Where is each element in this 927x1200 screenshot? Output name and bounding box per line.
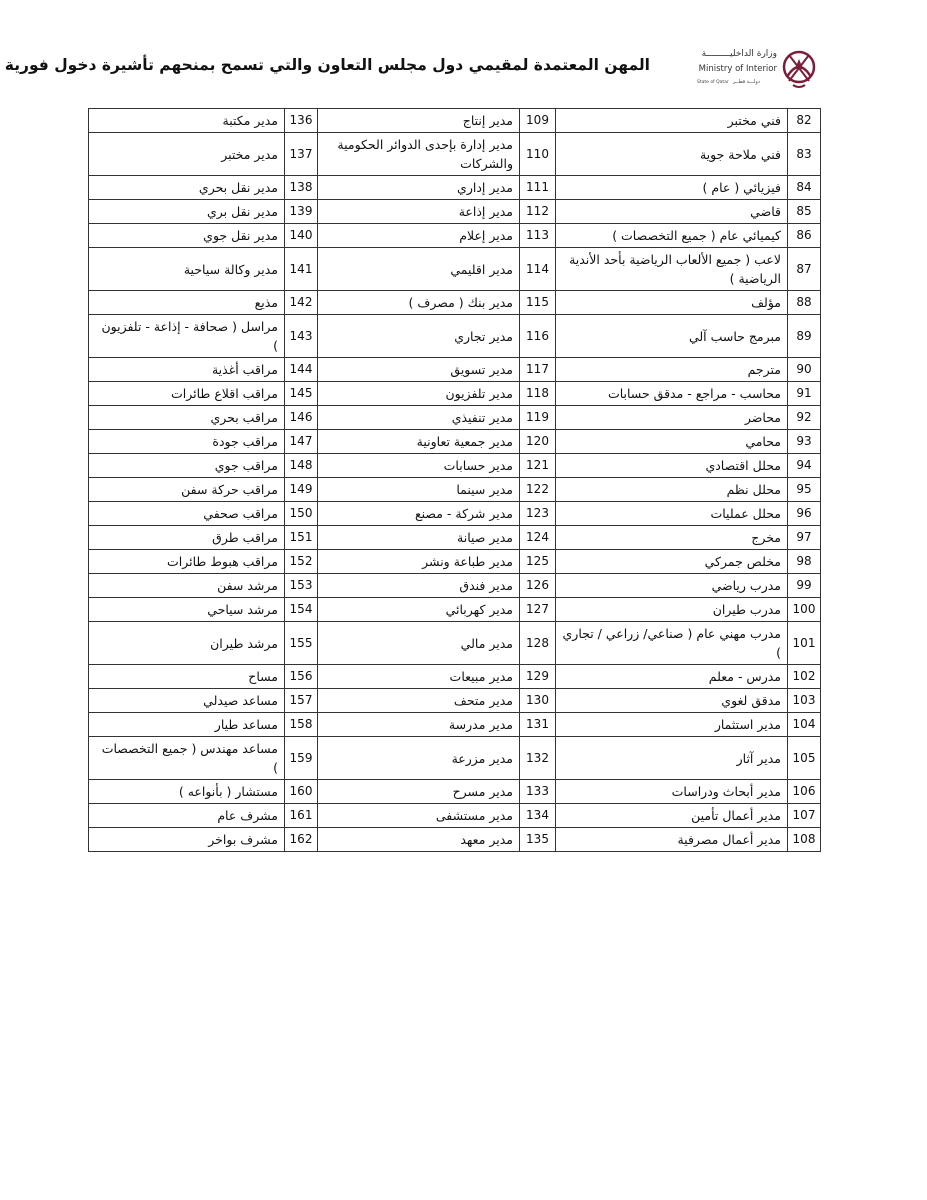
profession-number: 132 [520,737,556,780]
profession-title: مدير نقل بحري [89,176,285,200]
profession-title: مدير إنتاج [318,109,520,133]
profession-number: 150 [285,502,318,526]
profession-number: 90 [788,358,821,382]
profession-number: 137 [285,133,318,176]
profession-title: مدير معهد [318,828,520,852]
table-row [89,315,821,358]
profession-number: 136 [285,109,318,133]
profession-title: مدير مسرح [318,780,520,804]
profession-number: 91 [788,382,821,406]
profession-title: مدير مبيعات [318,665,520,689]
profession-title: مستشار ( بأنواعه ) [89,780,285,804]
profession-title: محلل نظم [556,478,788,502]
profession-title: مدير أعمال مصرفية [556,828,788,852]
logo-state-ar: دولـــة قطــر [733,79,761,85]
table-row [89,430,821,454]
profession-number: 87 [788,248,821,291]
profession-number: 141 [285,248,318,291]
table-row [89,713,821,737]
table-row [89,291,821,315]
profession-title: مراسل ( صحافة - إذاعة - تلفزيون ) [89,315,285,358]
profession-title: مدير تلفزيون [318,382,520,406]
profession-title: محلل اقتصادي [556,454,788,478]
profession-number: 162 [285,828,318,852]
profession-number: 127 [520,598,556,622]
profession-number: 134 [520,804,556,828]
table-row [89,502,821,526]
table-row [89,454,821,478]
profession-title: مخرج [556,526,788,550]
table-row [89,200,821,224]
profession-title: مدير وكالة سياحية [89,248,285,291]
profession-number: 117 [520,358,556,382]
profession-number: 151 [285,526,318,550]
ministry-logo [695,47,820,97]
profession-number: 93 [788,430,821,454]
profession-number: 161 [285,804,318,828]
profession-title: مدير صيانة [318,526,520,550]
table-row [89,665,821,689]
profession-number: 129 [520,665,556,689]
profession-title: مرشد سياحي [89,598,285,622]
profession-title: مشرف عام [89,804,285,828]
profession-title: مدير آثار [556,737,788,780]
qatar-emblem-icon [779,47,819,91]
profession-title: مدير مستشفى [318,804,520,828]
profession-number: 125 [520,550,556,574]
profession-number: 100 [788,598,821,622]
profession-title: مدير مزرعة [318,737,520,780]
profession-number: 110 [520,133,556,176]
profession-title: مراقب اقلاع طائرات [89,382,285,406]
profession-title: مراقب هبوط طائرات [89,550,285,574]
table-row [89,622,821,665]
table-row [89,804,821,828]
profession-number: 109 [520,109,556,133]
profession-title: فني ملاحة جوية [556,133,788,176]
profession-title: مراقب أغذية [89,358,285,382]
profession-title: مدير مختبر [89,133,285,176]
profession-number: 153 [285,574,318,598]
profession-number: 138 [285,176,318,200]
profession-title: مخلص جمركي [556,550,788,574]
profession-number: 98 [788,550,821,574]
profession-title: مراقب جودة [89,430,285,454]
profession-title: لاعب ( جميع الألعاب الرياضية بأحد الأندية الرياضية ) [556,248,788,291]
profession-title: مراقب جوي [89,454,285,478]
profession-number: 133 [520,780,556,804]
profession-title: مدير حسابات [318,454,520,478]
profession-number: 112 [520,200,556,224]
profession-number: 124 [520,526,556,550]
profession-number: 156 [285,665,318,689]
profession-title: مدير أبحاث ودراسات [556,780,788,804]
profession-title: مدير نقل بري [89,200,285,224]
page-title: المهن المعتمدة لمقيمي دول مجلس التعاون والتي تسمح بمنحهم تأشيرة دخول فورية [4,56,650,74]
profession-number: 120 [520,430,556,454]
profession-title: مدير تسويق [318,358,520,382]
profession-title: مدير بنك ( مصرف ) [318,291,520,315]
profession-title: مراقب حركة سفن [89,478,285,502]
profession-number: 152 [285,550,318,574]
profession-number: 130 [520,689,556,713]
profession-number: 111 [520,176,556,200]
profession-title: مساعد طيار [89,713,285,737]
profession-number: 99 [788,574,821,598]
profession-number: 126 [520,574,556,598]
profession-title: مدير مالي [318,622,520,665]
profession-title: مدير إذاعة [318,200,520,224]
logo-name-en: Ministry of Interior [698,64,777,74]
profession-number: 89 [788,315,821,358]
profession-number: 107 [788,804,821,828]
profession-number: 84 [788,176,821,200]
profession-number: 146 [285,406,318,430]
profession-title: مساعد مهندس ( جميع التخصصات ) [89,737,285,780]
profession-number: 147 [285,430,318,454]
table-row [89,358,821,382]
profession-title: مدير استثمار [556,713,788,737]
table-row [89,478,821,502]
profession-number: 128 [520,622,556,665]
logo-state-en: State of Qatar [697,80,729,85]
profession-number: 101 [788,622,821,665]
profession-title: مدير متحف [318,689,520,713]
table-row [89,224,821,248]
profession-title: مدير طباعة ونشر [318,550,520,574]
profession-number: 96 [788,502,821,526]
profession-number: 157 [285,689,318,713]
profession-number: 155 [285,622,318,665]
profession-title: مذيع [89,291,285,315]
profession-title: محاضر [556,406,788,430]
profession-number: 142 [285,291,318,315]
profession-number: 135 [520,828,556,852]
profession-number: 115 [520,291,556,315]
profession-title: مترجم [556,358,788,382]
profession-title: مدرب رياضي [556,574,788,598]
table-row [89,176,821,200]
profession-number: 104 [788,713,821,737]
profession-title: محامي [556,430,788,454]
profession-number: 85 [788,200,821,224]
document-header [0,0,927,105]
professions-table [88,108,821,852]
table-row [89,133,821,176]
profession-title: فني مختبر [556,109,788,133]
profession-number: 159 [285,737,318,780]
profession-title: مرشد سفن [89,574,285,598]
profession-number: 140 [285,224,318,248]
profession-number: 95 [788,478,821,502]
profession-number: 139 [285,200,318,224]
profession-number: 92 [788,406,821,430]
profession-title: مدير جمعية تعاونية [318,430,520,454]
profession-title: مساح [89,665,285,689]
profession-title: محاسب - مراجع - مدقق حسابات [556,382,788,406]
table-row [89,828,821,852]
profession-title: مدير فندق [318,574,520,598]
profession-title: مرشد طيران [89,622,285,665]
profession-number: 105 [788,737,821,780]
profession-number: 143 [285,315,318,358]
profession-title: مدير كهربائي [318,598,520,622]
profession-title: كيميائي عام ( جميع التخصصات ) [556,224,788,248]
profession-title: مراقب صحفي [89,502,285,526]
profession-number: 123 [520,502,556,526]
profession-title: مؤلف [556,291,788,315]
table-row [89,526,821,550]
profession-title: مدير إعلام [318,224,520,248]
profession-title: مدير إدارة بإحدى الدوائر الحكومية والشركات [318,133,520,176]
profession-number: 122 [520,478,556,502]
table-row [89,574,821,598]
profession-number: 88 [788,291,821,315]
profession-number: 114 [520,248,556,291]
profession-title: مراقب طرق [89,526,285,550]
profession-title: مدير نقل جوي [89,224,285,248]
profession-title: مدير اقليمي [318,248,520,291]
table-row [89,406,821,430]
profession-title: فيزيائي ( عام ) [556,176,788,200]
profession-number: 86 [788,224,821,248]
profession-number: 118 [520,382,556,406]
profession-number: 121 [520,454,556,478]
profession-title: مدير مدرسة [318,713,520,737]
table-row [89,780,821,804]
profession-title: مدرب مهني عام ( صناعي/ زراعي / تجاري ) [556,622,788,665]
profession-title: مدرب طيران [556,598,788,622]
profession-number: 148 [285,454,318,478]
table-row [89,689,821,713]
profession-number: 144 [285,358,318,382]
profession-title: مدير شركة - مصنع [318,502,520,526]
profession-number: 83 [788,133,821,176]
profession-number: 160 [285,780,318,804]
profession-number: 102 [788,665,821,689]
profession-number: 131 [520,713,556,737]
table-row [89,109,821,133]
profession-number: 154 [285,598,318,622]
profession-number: 97 [788,526,821,550]
table-row [89,382,821,406]
profession-title: مبرمج حاسب آلي [556,315,788,358]
table-row [89,598,821,622]
profession-title: مدير تنفيذي [318,406,520,430]
table-row [89,248,821,291]
profession-number: 106 [788,780,821,804]
table-row [89,550,821,574]
profession-title: مساعد صيدلي [89,689,285,713]
table-row [89,737,821,780]
profession-title: محلل عمليات [556,502,788,526]
profession-number: 116 [520,315,556,358]
profession-title: مدرس - معلم [556,665,788,689]
profession-title: مدير مكتبة [89,109,285,133]
profession-title: قاضي [556,200,788,224]
profession-title: مراقب بحري [89,406,285,430]
profession-number: 94 [788,454,821,478]
logo-name-ar: وزارة الداخليـــــــــة [701,49,777,59]
profession-number: 158 [285,713,318,737]
profession-number: 113 [520,224,556,248]
profession-title: مدير تجاري [318,315,520,358]
profession-number: 145 [285,382,318,406]
profession-number: 82 [788,109,821,133]
profession-number: 103 [788,689,821,713]
profession-title: مدير إداري [318,176,520,200]
profession-title: مشرف بواخر [89,828,285,852]
profession-title: مدير سينما [318,478,520,502]
profession-number: 119 [520,406,556,430]
profession-number: 108 [788,828,821,852]
profession-title: مدير أعمال تأمين [556,804,788,828]
profession-number: 149 [285,478,318,502]
profession-title: مدقق لغوي [556,689,788,713]
